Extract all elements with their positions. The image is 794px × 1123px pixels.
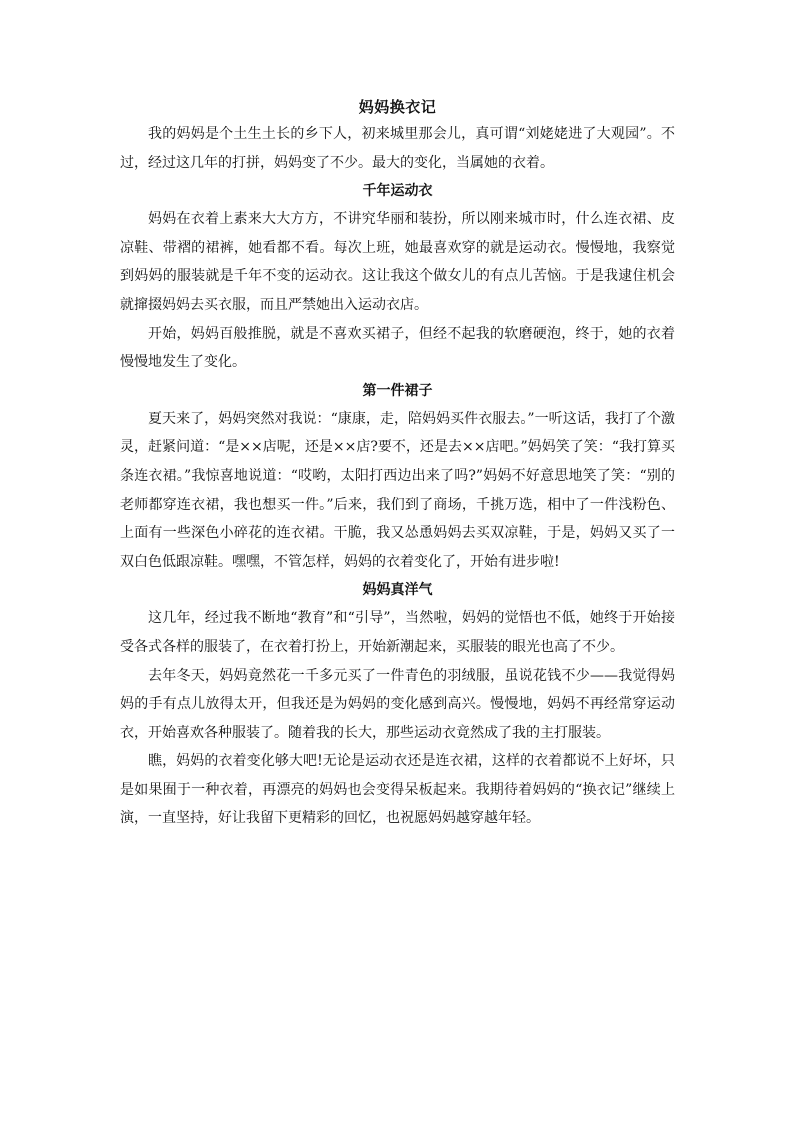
section-2-paragraph-1: 夏天来了，妈妈突然对我说：“康康，走，陪妈妈买件衣服去。”一听这话，我打了个激灵，赶紧问道：“是××店呢，还是××店?要不，还是去××店吧。”妈妈笑了笑：“我打算买条连衣裙。”我惊喜地说道：“哎哟，太阳打西边出来了吗?”妈妈不好意思地笑了笑：“别的老师都穿连衣裙，我也想买一件。”后来，我们到了商场，千挑万选，相中了一件浅粉色、上面有一些深色小碎花的连衣裙。干脆，我又怂恿妈妈去买双凉鞋，于是，妈妈又买了一双白色低跟凉鞋。嘿嘿，不管怎样，妈妈的衣着变化了，开始有进步啦!	[120, 410, 675, 570]
section-heading-3: 妈妈真洋气	[362, 582, 433, 599]
essay-title: 妈妈换衣记	[358, 98, 437, 116]
essay-body	[120, 96, 675, 833]
section-1-paragraph-1: 妈妈在衣着上素来大大方方，不讲究华丽和装扮，所以刚来城市时，什么连衣裙、皮凉鞋、带褶的裙裤，她看都不看。每次上班，她最喜欢穿的就是运动衣。慢慢地，我察觉到妈妈的服装就是千年不变的运动衣。这让我这个做女儿的有点儿苦恼。于是我逮住机会就撺掇妈妈去买衣服，而且严禁她出入运动衣店。	[120, 211, 675, 313]
section-3-paragraph-3: 瞧，妈妈的衣着变化够大吧!无论是运动衣还是连衣裙，这样的衣着都说不上好坏，只是如果囿于一种衣着，再漂亮的妈妈也会变得呆板起来。我期待着妈妈的“换衣记”继续上演，一直坚持，好让我留下更精彩的回忆，也祝愿妈妈越穿越年轻。	[120, 753, 675, 827]
section-1-paragraph-2: 开始，妈妈百般推脱，就是不喜欢买裙子，但经不起我的软磨硬泡，终于，她的衣着慢慢地发生了变化。	[120, 325, 675, 371]
section-heading-2: 第一件裙子	[362, 382, 433, 399]
intro-paragraph: 我的妈妈是个土生土长的乡下人，初来城里那会儿，真可谓“刘姥姥进了大观园”。不过，经过这几年的打拼，妈妈变了不少。最大的变化，当属她的衣着。	[120, 126, 675, 171]
section-heading-1: 千年运动衣	[362, 183, 433, 200]
section-3-paragraph-2: 去年冬天，妈妈竟然花一千多元买了一件青色的羽绒服，虽说花钱不少——我觉得妈妈的手有点儿放得太开，但我还是为妈妈的变化感到高兴。慢慢地，妈妈不再经常穿运动衣，开始喜欢各种服装了。随着我的长大，那些运动衣竟然成了我的主打服装。	[120, 667, 675, 741]
section-3-paragraph-1: 这几年，经过我不断地“教育”和“引导”，当然啦，妈妈的觉悟也不低，她终于开始接受各式各样的服装了，在衣着打扮上，开始新潮起来，买服装的眼光也高了不少。	[120, 610, 675, 655]
